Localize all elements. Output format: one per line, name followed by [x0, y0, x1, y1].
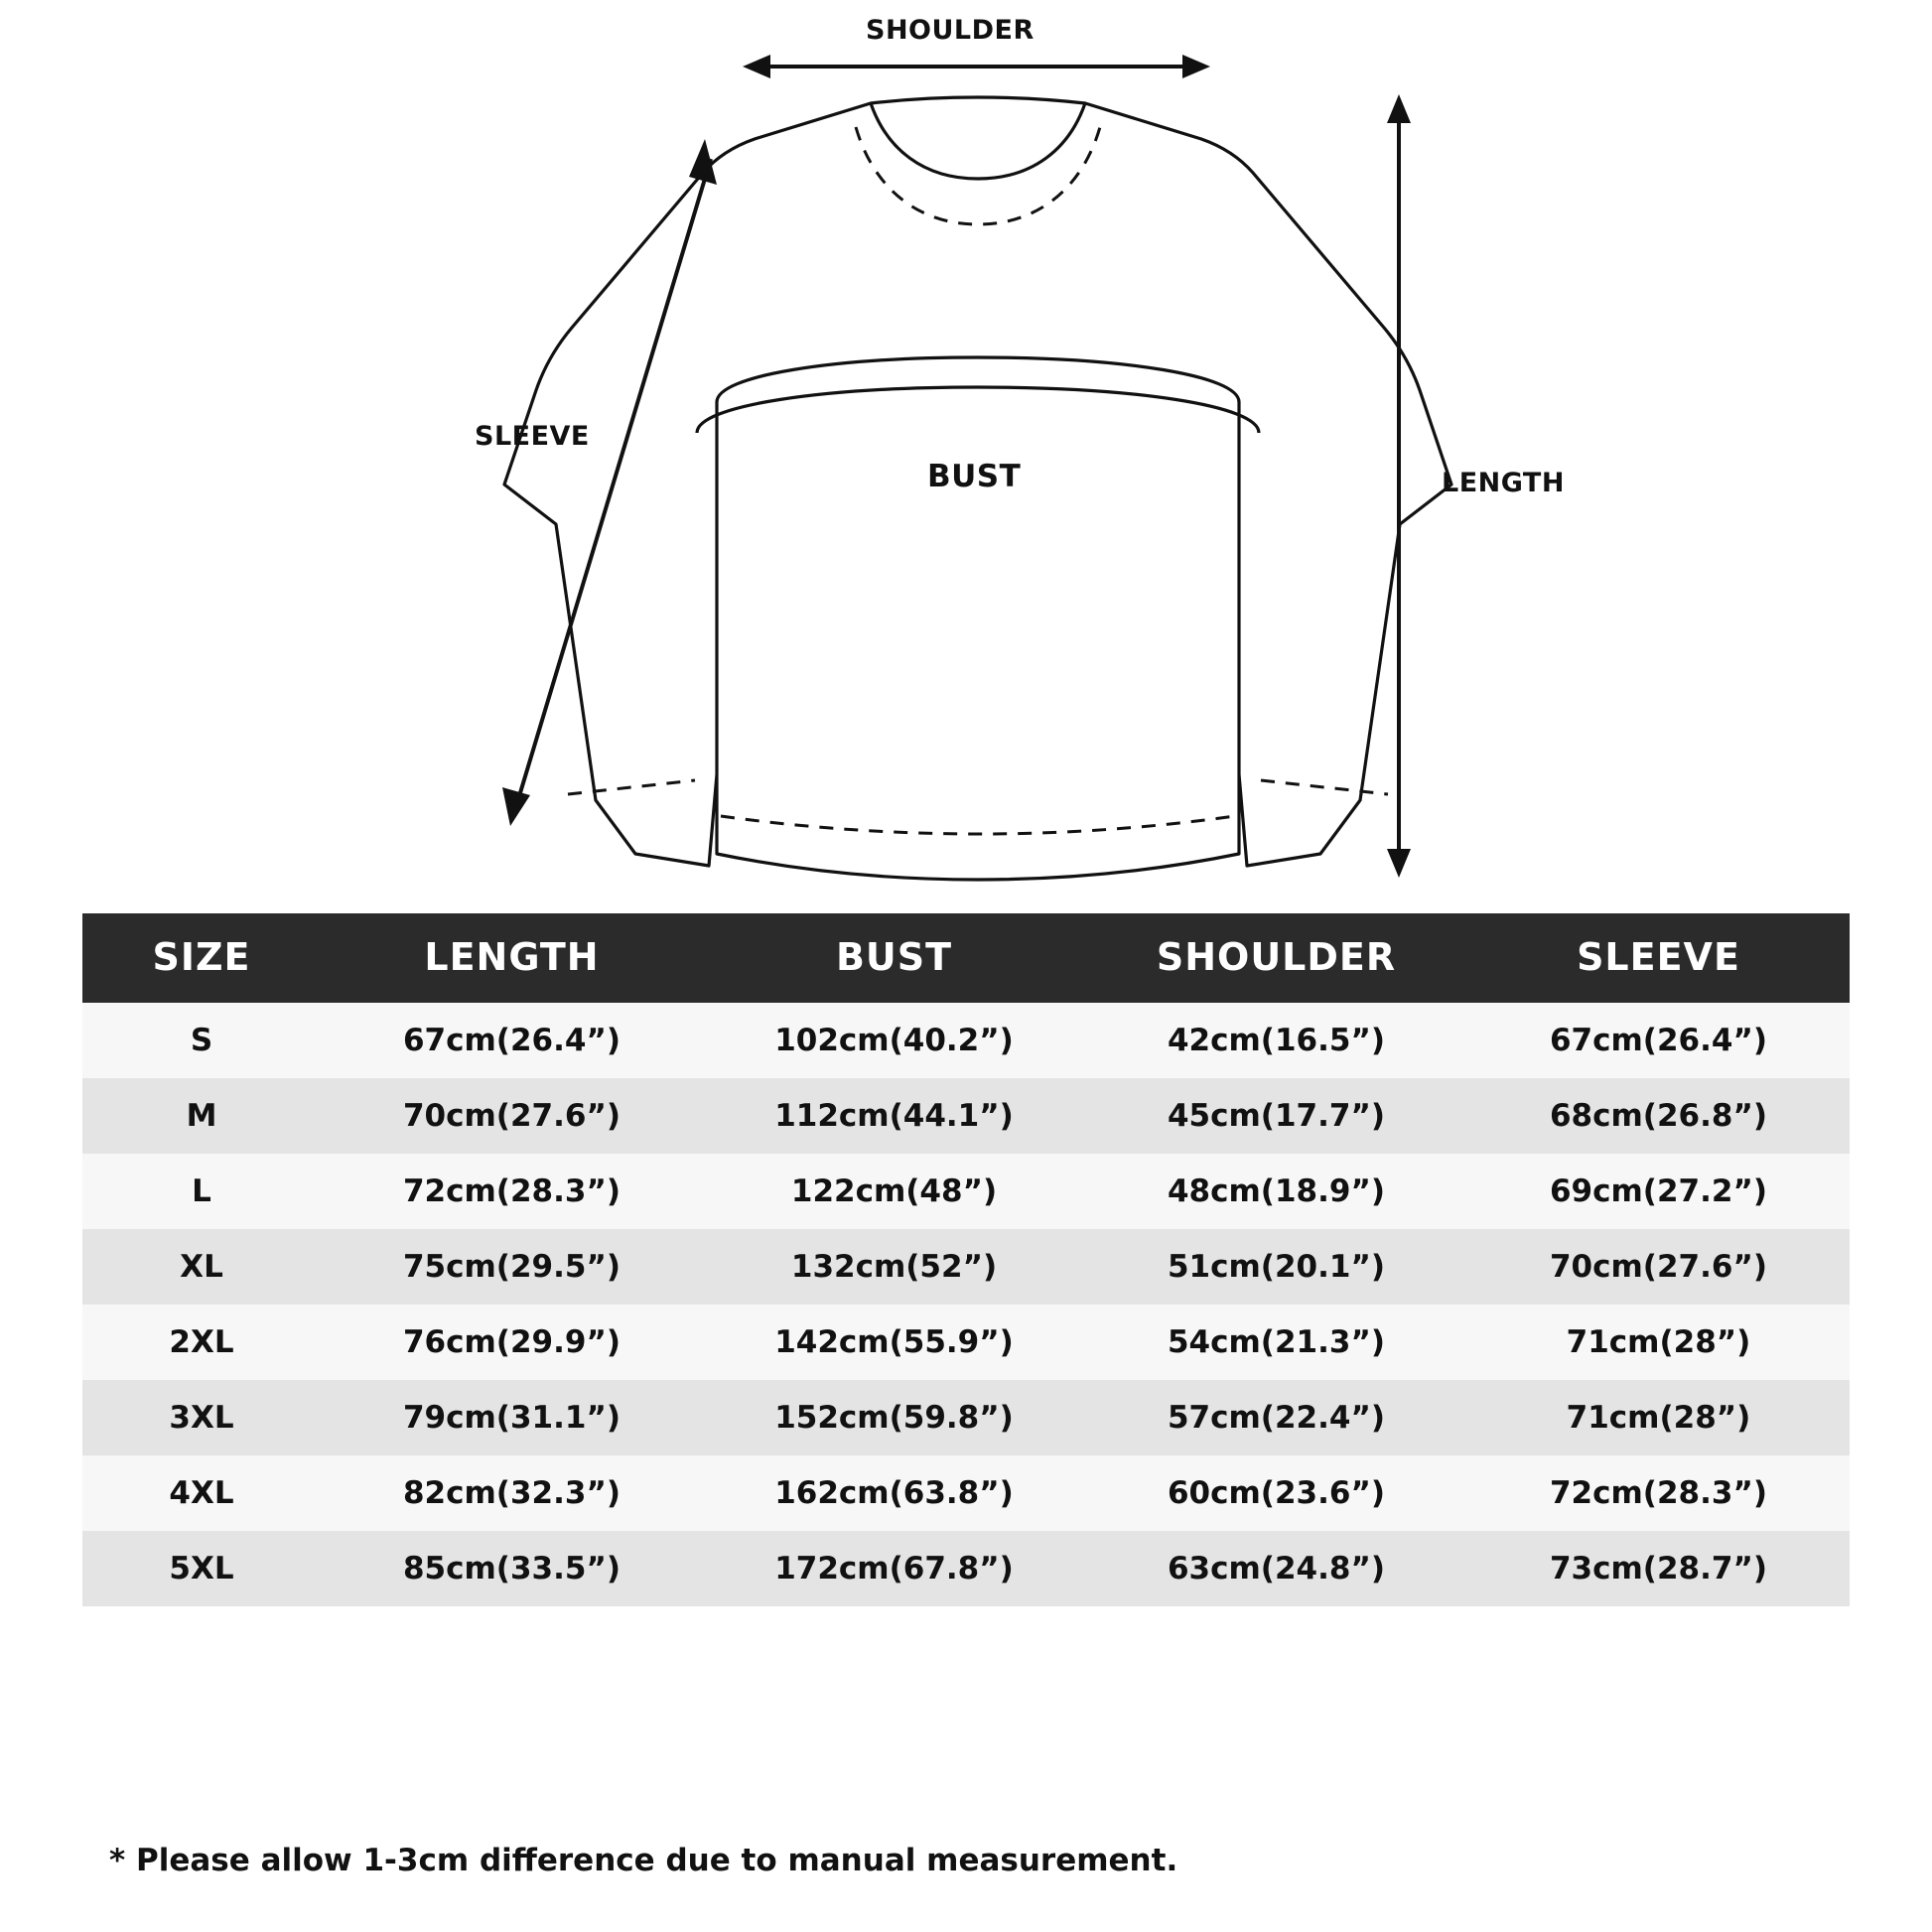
table-row	[82, 1380, 1850, 1455]
cell-size: 4XL	[82, 1455, 321, 1531]
size-table-head	[82, 913, 1850, 1003]
cell-size: 2XL	[82, 1305, 321, 1380]
cell-length: 75cm(29.5”)	[321, 1229, 703, 1305]
table-header-row	[82, 913, 1850, 1003]
column-header-bust: BUST	[703, 913, 1085, 1003]
table-row	[82, 1531, 1850, 1606]
bust-label: BUST	[927, 459, 1022, 494]
cell-shoulder: 60cm(23.6”)	[1085, 1455, 1467, 1531]
cell-length: 79cm(31.1”)	[321, 1380, 703, 1455]
cell-size: 5XL	[82, 1531, 321, 1606]
cell-sleeve: 69cm(27.2”)	[1467, 1154, 1850, 1229]
cell-length: 76cm(29.9”)	[321, 1305, 703, 1380]
length-arrow	[1387, 94, 1411, 878]
cell-size: M	[82, 1078, 321, 1154]
cell-sleeve: 73cm(28.7”)	[1467, 1531, 1850, 1606]
table-row	[82, 1078, 1850, 1154]
cell-length: 72cm(28.3”)	[321, 1154, 703, 1229]
table-row	[82, 1154, 1850, 1229]
hem-stitch-dashed	[721, 816, 1235, 834]
cell-bust: 102cm(40.2”)	[703, 1003, 1085, 1078]
cell-size: XL	[82, 1229, 321, 1305]
cell-length: 70cm(27.6”)	[321, 1078, 703, 1154]
cell-bust: 152cm(59.8”)	[703, 1380, 1085, 1455]
cell-shoulder: 42cm(16.5”)	[1085, 1003, 1467, 1078]
cell-size: S	[82, 1003, 321, 1078]
measurement-footnote: * Please allow 1-3cm difference due to manual measurement.	[109, 1843, 1178, 1878]
cell-bust: 112cm(44.1”)	[703, 1078, 1085, 1154]
garment-diagram	[0, 0, 1932, 913]
cell-shoulder: 51cm(20.1”)	[1085, 1229, 1467, 1305]
table-row	[82, 1229, 1850, 1305]
sleeve-arrow	[502, 139, 717, 826]
collar-outline	[871, 103, 1085, 179]
cell-sleeve: 70cm(27.6”)	[1467, 1229, 1850, 1305]
cell-bust: 172cm(67.8”)	[703, 1531, 1085, 1606]
cell-length: 67cm(26.4”)	[321, 1003, 703, 1078]
cell-size: L	[82, 1154, 321, 1229]
cell-sleeve: 68cm(26.8”)	[1467, 1078, 1850, 1154]
shoulder-arrow	[743, 55, 1210, 78]
sleeve-label: SLEEVE	[475, 421, 590, 452]
cell-size: 3XL	[82, 1380, 321, 1455]
table-row	[82, 1305, 1850, 1380]
size-table-container	[82, 913, 1850, 1606]
cell-bust: 122cm(48”)	[703, 1154, 1085, 1229]
bust-measure-loop-bottom	[697, 387, 1259, 433]
cell-shoulder: 57cm(22.4”)	[1085, 1380, 1467, 1455]
table-row	[82, 1003, 1850, 1078]
column-header-sleeve: SLEEVE	[1467, 913, 1850, 1003]
column-header-size: SIZE	[82, 913, 321, 1003]
cell-bust: 162cm(63.8”)	[703, 1455, 1085, 1531]
shoulder-label: SHOULDER	[866, 15, 1035, 46]
size-table-body	[82, 1003, 1850, 1606]
right-cuff-stitch-dashed	[1261, 780, 1388, 794]
length-label: LENGTH	[1442, 468, 1565, 498]
sweatshirt-outline-svg	[0, 0, 1932, 913]
cell-sleeve: 71cm(28”)	[1467, 1380, 1850, 1455]
cell-shoulder: 54cm(21.3”)	[1085, 1305, 1467, 1380]
cell-sleeve: 71cm(28”)	[1467, 1305, 1850, 1380]
left-cuff-stitch-dashed	[568, 780, 695, 794]
cell-shoulder: 45cm(17.7”)	[1085, 1078, 1467, 1154]
cell-shoulder: 63cm(24.8”)	[1085, 1531, 1467, 1606]
column-header-length: LENGTH	[321, 913, 703, 1003]
cell-shoulder: 48cm(18.9”)	[1085, 1154, 1467, 1229]
cell-sleeve: 67cm(26.4”)	[1467, 1003, 1850, 1078]
cell-sleeve: 72cm(28.3”)	[1467, 1455, 1850, 1531]
cell-bust: 132cm(52”)	[703, 1229, 1085, 1305]
bust-measure-loop-top	[717, 357, 1239, 402]
size-table	[82, 913, 1850, 1606]
cell-length: 82cm(32.3”)	[321, 1455, 703, 1531]
cell-length: 85cm(33.5”)	[321, 1531, 703, 1606]
cell-bust: 142cm(55.9”)	[703, 1305, 1085, 1380]
table-row	[82, 1455, 1850, 1531]
column-header-shoulder: SHOULDER	[1085, 913, 1467, 1003]
